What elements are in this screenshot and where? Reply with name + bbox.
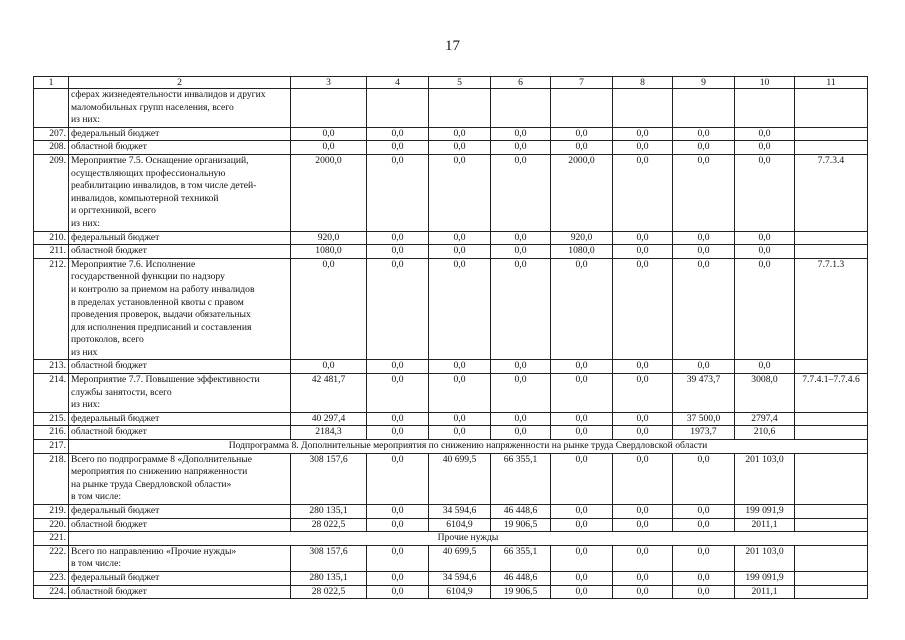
- table-row: [34, 518, 868, 532]
- amount-cell: 0,0: [367, 518, 429, 532]
- amount-cell: 19 906,5: [491, 585, 551, 599]
- table-row: [34, 258, 868, 360]
- row-number: 208.: [34, 141, 69, 155]
- item-name: областной бюджет: [69, 245, 291, 259]
- column-header: 7: [551, 77, 613, 89]
- target-code: 7.7.4.1–7.7.4.6: [795, 374, 868, 413]
- row-number: 209.: [34, 154, 69, 231]
- item-name: федеральный бюджет: [69, 231, 291, 245]
- amount-cell: 0,0: [367, 585, 429, 599]
- amount-cell: 34 594,6: [429, 571, 491, 585]
- item-name: Всего по подпрограмме 8 «Дополнительные мероприятия по снижению напряженности на рынке труда Свердловской области» в том числе:: [69, 453, 291, 504]
- amount-cell: 0,0: [291, 360, 367, 374]
- amount-cell: 28 022,5: [291, 518, 367, 532]
- amount-cell: 0,0: [367, 360, 429, 374]
- amount-cell: 0,0: [551, 412, 613, 426]
- amount-cell: 0,0: [367, 426, 429, 440]
- amount-cell: 2011,1: [735, 585, 795, 599]
- amount-cell: 0,0: [673, 154, 735, 231]
- amount-cell: 0,0: [429, 412, 491, 426]
- table-row: [34, 154, 868, 231]
- amount-cell: 0,0: [673, 231, 735, 245]
- amount-cell: 0,0: [613, 412, 673, 426]
- table-row: [34, 571, 868, 585]
- amount-cell: 0,0: [613, 426, 673, 440]
- target-code: [795, 585, 868, 599]
- amount-cell: 0,0: [735, 245, 795, 259]
- amount-cell: 199 091,9: [735, 505, 795, 519]
- amount-cell: 0,0: [673, 453, 735, 504]
- amount-cell: 308 157,6: [291, 453, 367, 504]
- column-header: 4: [367, 77, 429, 89]
- amount-cell: [429, 89, 491, 128]
- amount-cell: [291, 89, 367, 128]
- amount-cell: 0,0: [735, 127, 795, 141]
- amount-cell: 920,0: [551, 231, 613, 245]
- row-number: [34, 89, 69, 128]
- amount-cell: 0,0: [613, 154, 673, 231]
- amount-cell: 0,0: [491, 141, 551, 155]
- table-row: [34, 374, 868, 413]
- amount-cell: 0,0: [613, 585, 673, 599]
- amount-cell: 199 091,9: [735, 571, 795, 585]
- amount-cell: 0,0: [673, 571, 735, 585]
- target-code: [795, 360, 868, 374]
- column-header: 3: [291, 77, 367, 89]
- amount-cell: 66 355,1: [491, 453, 551, 504]
- amount-cell: 66 355,1: [491, 545, 551, 571]
- row-number: 213.: [34, 360, 69, 374]
- amount-cell: 0,0: [429, 154, 491, 231]
- amount-cell: 2797,4: [735, 412, 795, 426]
- column-header: 8: [613, 77, 673, 89]
- amount-cell: 0,0: [551, 453, 613, 504]
- amount-cell: 0,0: [367, 141, 429, 155]
- amount-cell: 0,0: [367, 231, 429, 245]
- item-name: Всего по направлению «Прочие нужды» в том числе:: [69, 545, 291, 571]
- amount-cell: 2000,0: [291, 154, 367, 231]
- amount-cell: 2184,3: [291, 426, 367, 440]
- amount-cell: 0,0: [291, 127, 367, 141]
- target-code: 7.7.3.4: [795, 154, 868, 231]
- amount-cell: 0,0: [673, 245, 735, 259]
- amount-cell: 0,0: [551, 141, 613, 155]
- amount-cell: 0,0: [551, 374, 613, 413]
- amount-cell: 0,0: [613, 518, 673, 532]
- amount-cell: 0,0: [551, 571, 613, 585]
- table-row: [34, 505, 868, 519]
- row-number: 223.: [34, 571, 69, 585]
- row-number: 217.: [34, 440, 69, 454]
- amount-cell: 0,0: [367, 505, 429, 519]
- table-row: [34, 360, 868, 374]
- amount-cell: 0,0: [367, 412, 429, 426]
- target-code: [795, 245, 868, 259]
- row-number: 216.: [34, 426, 69, 440]
- amount-cell: 0,0: [491, 245, 551, 259]
- item-name: федеральный бюджет: [69, 505, 291, 519]
- amount-cell: 201 103,0: [735, 453, 795, 504]
- amount-cell: 6104,9: [429, 518, 491, 532]
- column-header: 11: [795, 77, 868, 89]
- amount-cell: 0,0: [491, 258, 551, 360]
- amount-cell: 0,0: [367, 453, 429, 504]
- amount-cell: 0,0: [551, 426, 613, 440]
- amount-cell: 1973,7: [673, 426, 735, 440]
- amount-cell: 0,0: [429, 360, 491, 374]
- amount-cell: [367, 89, 429, 128]
- row-number: 224.: [34, 585, 69, 599]
- table-row: [34, 141, 868, 155]
- target-code: [795, 426, 868, 440]
- amount-cell: 0,0: [673, 258, 735, 360]
- row-number: 218.: [34, 453, 69, 504]
- amount-cell: 201 103,0: [735, 545, 795, 571]
- amount-cell: 0,0: [491, 426, 551, 440]
- page-number: 17: [445, 38, 460, 54]
- target-code: [795, 89, 868, 128]
- amount-cell: 37 500,0: [673, 412, 735, 426]
- amount-cell: 0,0: [429, 374, 491, 413]
- amount-cell: 0,0: [367, 245, 429, 259]
- amount-cell: 0,0: [551, 518, 613, 532]
- column-header: 6: [491, 77, 551, 89]
- item-name: областной бюджет: [69, 426, 291, 440]
- table-row: [34, 127, 868, 141]
- column-header: 9: [673, 77, 735, 89]
- amount-cell: 46 448,6: [491, 571, 551, 585]
- amount-cell: 40 699,5: [429, 545, 491, 571]
- amount-cell: 0,0: [367, 127, 429, 141]
- amount-cell: 0,0: [429, 245, 491, 259]
- amount-cell: 0,0: [429, 127, 491, 141]
- amount-cell: 0,0: [613, 231, 673, 245]
- amount-cell: 0,0: [551, 360, 613, 374]
- amount-cell: 0,0: [491, 127, 551, 141]
- amount-cell: 2011,1: [735, 518, 795, 532]
- amount-cell: 0,0: [491, 374, 551, 413]
- amount-cell: 0,0: [735, 231, 795, 245]
- amount-cell: 39 473,7: [673, 374, 735, 413]
- table-row: [34, 453, 868, 504]
- amount-cell: 0,0: [735, 258, 795, 360]
- section-row: [34, 440, 868, 454]
- amount-cell: 28 022,5: [291, 585, 367, 599]
- amount-cell: 42 481,7: [291, 374, 367, 413]
- amount-cell: 34 594,6: [429, 505, 491, 519]
- target-code: [795, 231, 868, 245]
- item-name: сферах жизнедеятельности инвалидов и других маломобильных групп населения, всего из них:: [69, 89, 291, 128]
- amount-cell: 0,0: [551, 545, 613, 571]
- amount-cell: 0,0: [491, 231, 551, 245]
- row-number: 219.: [34, 505, 69, 519]
- target-code: 7.7.1.3: [795, 258, 868, 360]
- column-header: 1: [34, 77, 69, 89]
- item-name: областной бюджет: [69, 585, 291, 599]
- target-code: [795, 505, 868, 519]
- amount-cell: 0,0: [613, 360, 673, 374]
- amount-cell: 0,0: [613, 571, 673, 585]
- amount-cell: 0,0: [613, 141, 673, 155]
- amount-cell: 1080,0: [551, 245, 613, 259]
- row-number: 215.: [34, 412, 69, 426]
- amount-cell: 0,0: [673, 545, 735, 571]
- amount-cell: 0,0: [735, 154, 795, 231]
- column-header: 10: [735, 77, 795, 89]
- item-name: федеральный бюджет: [69, 571, 291, 585]
- target-code: [795, 545, 868, 571]
- amount-cell: 210,6: [735, 426, 795, 440]
- target-code: [795, 453, 868, 504]
- table-row: [34, 89, 868, 128]
- target-code: [795, 141, 868, 155]
- amount-cell: 308 157,6: [291, 545, 367, 571]
- amount-cell: 0,0: [491, 154, 551, 231]
- amount-cell: 6104,9: [429, 585, 491, 599]
- target-code: [795, 412, 868, 426]
- amount-cell: 0,0: [551, 585, 613, 599]
- amount-cell: 0,0: [551, 505, 613, 519]
- table-row: [34, 585, 868, 599]
- amount-cell: 0,0: [367, 545, 429, 571]
- amount-cell: 0,0: [613, 258, 673, 360]
- column-header: 2: [69, 77, 291, 89]
- amount-cell: 0,0: [367, 374, 429, 413]
- amount-cell: 0,0: [613, 505, 673, 519]
- target-code: [795, 518, 868, 532]
- row-number: 212.: [34, 258, 69, 360]
- amount-cell: 0,0: [491, 412, 551, 426]
- amount-cell: 0,0: [551, 127, 613, 141]
- section-row: [34, 532, 868, 546]
- amount-cell: 0,0: [367, 571, 429, 585]
- amount-cell: 0,0: [735, 141, 795, 155]
- table-row: [34, 412, 868, 426]
- amount-cell: 0,0: [291, 141, 367, 155]
- amount-cell: 0,0: [613, 453, 673, 504]
- amount-cell: 0,0: [613, 374, 673, 413]
- amount-cell: 0,0: [429, 231, 491, 245]
- amount-cell: 19 906,5: [491, 518, 551, 532]
- item-name: Мероприятие 7.5. Оснащение организаций, осуществляющих профессиональную реабилитацию инвалидов, в том числе детей- инвалидов, компьютерной техникой и оргтехникой, всего из них:: [69, 154, 291, 231]
- amount-cell: [491, 89, 551, 128]
- amount-cell: 0,0: [367, 154, 429, 231]
- row-number: 214.: [34, 374, 69, 413]
- amount-cell: [613, 89, 673, 128]
- target-code: [795, 127, 868, 141]
- amount-cell: 0,0: [429, 258, 491, 360]
- amount-cell: 280 135,1: [291, 571, 367, 585]
- amount-cell: 0,0: [735, 360, 795, 374]
- amount-cell: 0,0: [291, 258, 367, 360]
- item-name: федеральный бюджет: [69, 127, 291, 141]
- amount-cell: 0,0: [673, 127, 735, 141]
- table-row: [34, 245, 868, 259]
- amount-cell: 0,0: [673, 360, 735, 374]
- amount-cell: 2000,0: [551, 154, 613, 231]
- section-title: Подпрограмма 8. Дополнительные мероприятия по снижению напряженности на рынке труда Свердловской области: [69, 440, 868, 454]
- amount-cell: [673, 89, 735, 128]
- amount-cell: 0,0: [367, 258, 429, 360]
- amount-cell: 0,0: [613, 545, 673, 571]
- amount-cell: 0,0: [429, 141, 491, 155]
- amount-cell: 0,0: [613, 245, 673, 259]
- row-number: 221.: [34, 532, 69, 546]
- table-row: [34, 545, 868, 571]
- row-number: 207.: [34, 127, 69, 141]
- amount-cell: 40 699,5: [429, 453, 491, 504]
- budget-table: [33, 76, 868, 599]
- amount-cell: 920,0: [291, 231, 367, 245]
- row-number: 210.: [34, 231, 69, 245]
- amount-cell: [551, 89, 613, 128]
- amount-cell: 40 297,4: [291, 412, 367, 426]
- item-name: областной бюджет: [69, 141, 291, 155]
- item-name: областной бюджет: [69, 518, 291, 532]
- amount-cell: 3008,0: [735, 374, 795, 413]
- item-name: федеральный бюджет: [69, 412, 291, 426]
- column-header: 5: [429, 77, 491, 89]
- amount-cell: 0,0: [551, 258, 613, 360]
- amount-cell: 0,0: [429, 426, 491, 440]
- target-code: [795, 571, 868, 585]
- item-name: Мероприятие 7.7. Повышение эффективности службы занятости, всего из них:: [69, 374, 291, 413]
- amount-cell: 0,0: [673, 505, 735, 519]
- amount-cell: 0,0: [673, 585, 735, 599]
- row-number: 220.: [34, 518, 69, 532]
- item-name: областной бюджет: [69, 360, 291, 374]
- row-number: 211.: [34, 245, 69, 259]
- amount-cell: 0,0: [613, 127, 673, 141]
- table-row: [34, 231, 868, 245]
- amount-cell: 0,0: [491, 360, 551, 374]
- amount-cell: 0,0: [673, 518, 735, 532]
- item-name: Мероприятие 7.6. Исполнение государственной функции по надзору и контролю за приемом на работу инвалидов в пределах установленной квоты с правом проведения проверок, выдачи обязательных для исполнения предписаний и составления протоколов, всего из них: [69, 258, 291, 360]
- table-header-row: [34, 77, 868, 89]
- section-title: Прочие нужды: [69, 532, 868, 546]
- amount-cell: 1080,0: [291, 245, 367, 259]
- row-number: 222.: [34, 545, 69, 571]
- table-row: [34, 426, 868, 440]
- amount-cell: 280 135,1: [291, 505, 367, 519]
- amount-cell: 0,0: [673, 141, 735, 155]
- amount-cell: 46 448,6: [491, 505, 551, 519]
- amount-cell: [735, 89, 795, 128]
